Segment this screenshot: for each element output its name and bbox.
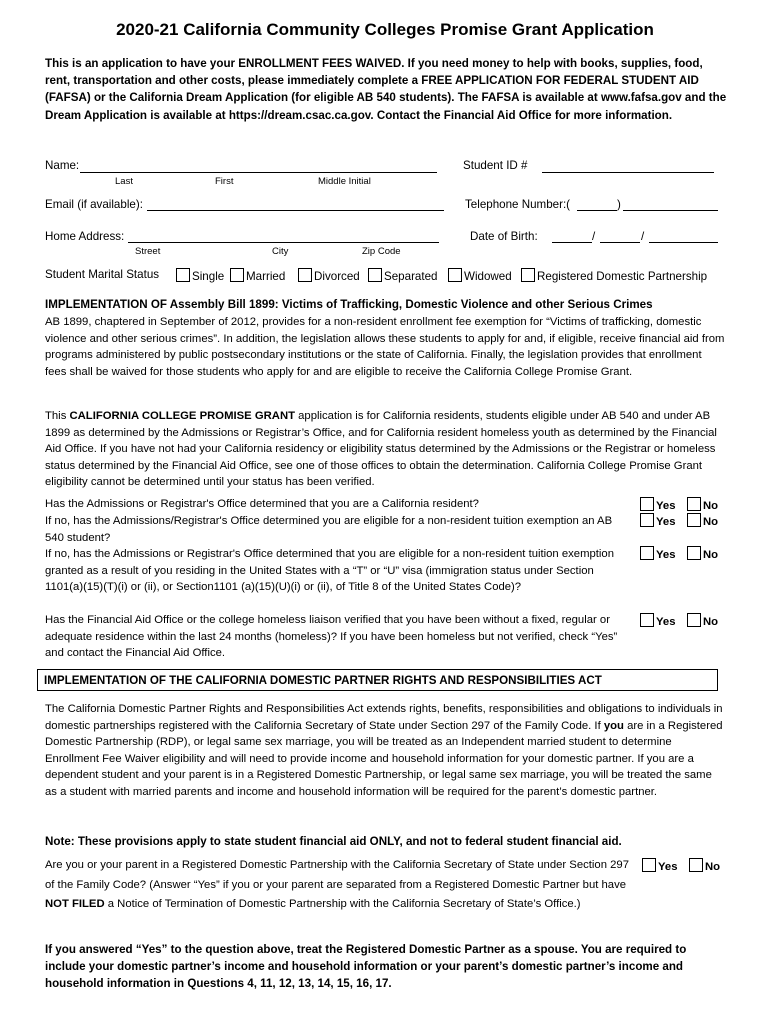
address-city-caption: City xyxy=(272,246,289,257)
checkbox[interactable] xyxy=(640,546,654,560)
dob-day-field[interactable] xyxy=(600,242,640,243)
yes-option[interactable]: Yes xyxy=(642,858,677,873)
checkbox[interactable] xyxy=(689,858,703,872)
student-id-label: Student ID # xyxy=(463,159,528,172)
question-visa: If no, has the Admissions or Registrar's Office determined that you are eligible for a non-resident tuition exemption granted as a result of you residing in the United States with a “T” or “U” visa (immigration status under Section 1101(a)(15)(T)(i) or (ii), or Section1101 (a)(15)(U)(i) or (ii), of Title 8 of the United States Code)? xyxy=(45,548,614,594)
address-street-caption: Street xyxy=(135,246,161,257)
rdp-final-instruction: If you answered “Yes” to the question above, treat the Registered Domestic Partner as a spouse. You are required to include your domestic partner’s income and household information or your parent’s domestic partner’s income and household information in Questions 4, 11, 12, 13, 14, 15, 16, 17. xyxy=(45,943,687,990)
dob-year-field[interactable] xyxy=(649,242,718,243)
name-first-caption: First xyxy=(215,176,234,187)
rdp-heading: IMPLEMENTATION OF THE CALIFORNIA DOMESTIC PARTNER RIGHTS AND RESPONSIBILITIES ACT xyxy=(37,669,718,691)
email-field[interactable] xyxy=(147,210,444,211)
rdp-paragraph: The California Domestic Partner Rights and Responsibilities Act extends rights, benefits, responsibilities and obligations to individuals in domestic partnerships registered with the California Secretary of State under Section 297 of the Family Code. If you are in a Registered Domestic Partnership (RDP), or legal same sex marriage, you will be treated as an Independent married student to determine Enrollment Fee Waiver eligibility and will need to provide income and household information for your domestic partner. If you are a dependent student and your parent is in a Registered Domestic Partnership, or legal same sex marriage, you will be treated the same as a student with married parents and income and household information will be required for the parent’s domestic partner. xyxy=(45,703,723,798)
checkbox[interactable] xyxy=(687,546,701,560)
checkbox[interactable] xyxy=(521,268,535,282)
checkbox[interactable] xyxy=(640,513,654,527)
checkbox[interactable] xyxy=(298,268,312,282)
question-ab540: If no, has the Admissions/Registrar's Office determined you are eligible for a non-resident tuition exemption an AB 540 student? xyxy=(45,515,613,544)
phone-number-field[interactable] xyxy=(623,210,718,211)
program-name: CALIFORNIA COLLEGE PROMISE GRANT xyxy=(69,410,296,422)
no-option[interactable]: No xyxy=(689,858,720,873)
marital-option-rdp[interactable]: Registered Domestic Partnership xyxy=(521,268,707,283)
no-option[interactable]: No xyxy=(687,497,718,512)
no-option[interactable]: No xyxy=(687,513,718,528)
name-field[interactable] xyxy=(80,172,437,173)
dob-separator: / xyxy=(641,230,645,243)
question-homeless: Has the Financial Aid Office or the college homeless liaison verified that you have been without a fixed, regular or adequate residence within the last 24 months (homeless)? If you have been homeless but not verified, check “Yes” and contact the Financial Aid Office. xyxy=(45,614,618,660)
home-address-field[interactable] xyxy=(128,242,439,243)
ab1899-body: AB 1899, chaptered in September of 2012, provides for a non-resident enrollment fee exemption for “Victims of trafficking, domestic violence and other serious crimes”. In addition, the legislation allows these students to apply for and, if eligible, receive financial aid from programs administered by public postsecondary institutions or the state of California. Finally, the legislation provides that enrollment fees shall be waived for those students who apply for and are eligible to receive the California College Promise Grant. xyxy=(45,316,725,378)
name-last-caption: Last xyxy=(115,176,133,187)
ab1899-heading: IMPLEMENTATION OF Assembly Bill 1899: Victims of Trafficking, Domestic Violence and other Serious Crimes xyxy=(45,298,653,311)
name-label: Name: xyxy=(45,159,80,172)
name-middle-caption: Middle Initial xyxy=(318,176,371,187)
phone-label: Telephone Number:( xyxy=(465,198,571,211)
marital-option-separated[interactable]: Separated xyxy=(368,268,438,283)
phone-paren: ) xyxy=(617,198,621,211)
yes-option[interactable]: Yes xyxy=(640,546,675,561)
checkbox[interactable] xyxy=(368,268,382,282)
no-option[interactable]: No xyxy=(687,613,718,628)
intro-paragraph: This is an application to have your ENROLLMENT FEES WAIVED. If you need money to help with books, supplies, food, rent, transportation and other costs, please immediately complete a FREE APPLICATION FOR FEDERAL STUDENT AID (FAFSA) or the California Dream Application (for eligible AB 540 students). The FAFSA is available at www.fafsa.gov and the Dream Application is available at https://dream.csac.ca.gov. Contact the Financial Aid Office for more information. xyxy=(45,57,727,122)
question-rdp: Are you or your parent in a Registered Domestic Partnership with the California Secretary of State under Section 297 of the Family Code? (Answer “Yes” if you or your parent are separated from a Registered Domestic Partner but have NOT FILED a Notice of Termination of Domestic Partnership with the California Secretary of State’s Office.) xyxy=(45,859,629,910)
yes-option[interactable]: Yes xyxy=(640,513,675,528)
address-zip-caption: Zip Code xyxy=(362,246,401,257)
eligibility-paragraph: This CALIFORNIA COLLEGE PROMISE GRANT application is for California residents, students eligible under AB 540 and under AB 1899 as determined by the Admissions or Registrar’s Office, and for California resident homeless youth as determined by the Financial Aid Office. If you have not had your California residency or eligibility status determined by the Admissions or the Registrar or homeless status determined by the Financial Aid Office, see one of those offices to obtain the determination. California College Promise Grant eligibility cannot be determined until your status has been verified. xyxy=(45,410,717,489)
no-option[interactable]: No xyxy=(687,546,718,561)
checkbox[interactable] xyxy=(687,513,701,527)
address-label: Home Address: xyxy=(45,230,125,243)
phone-area-code-field[interactable] xyxy=(577,210,617,211)
dob-label: Date of Birth: xyxy=(470,230,538,243)
checkbox[interactable] xyxy=(687,497,701,511)
checkbox[interactable] xyxy=(687,613,701,627)
marital-option-divorced[interactable]: Divorced xyxy=(298,268,360,283)
dob-month-field[interactable] xyxy=(552,242,592,243)
checkbox[interactable] xyxy=(176,268,190,282)
question-resident: Has the Admissions or Registrar's Office determined that you are a California resident? xyxy=(45,498,479,510)
form-title: 2020-21 California Community Colleges Promise Grant Application xyxy=(116,20,654,39)
rdp-note: Note: These provisions apply to state student financial aid ONLY, and not to federal student financial aid. xyxy=(45,835,622,848)
checkbox[interactable] xyxy=(230,268,244,282)
checkbox[interactable] xyxy=(640,497,654,511)
yes-option[interactable]: Yes xyxy=(640,613,675,628)
checkbox[interactable] xyxy=(642,858,656,872)
marital-status-label: Student Marital Status xyxy=(45,268,160,281)
marital-option-married[interactable]: Married xyxy=(230,268,285,283)
yes-option[interactable]: Yes xyxy=(640,497,675,512)
dob-separator: / xyxy=(592,230,596,243)
email-label: Email (if available): xyxy=(45,198,143,211)
checkbox[interactable] xyxy=(640,613,654,627)
marital-option-widowed[interactable]: Widowed xyxy=(448,268,512,283)
checkbox[interactable] xyxy=(448,268,462,282)
marital-option-single[interactable]: Single xyxy=(176,268,224,283)
student-id-field[interactable] xyxy=(542,172,714,173)
